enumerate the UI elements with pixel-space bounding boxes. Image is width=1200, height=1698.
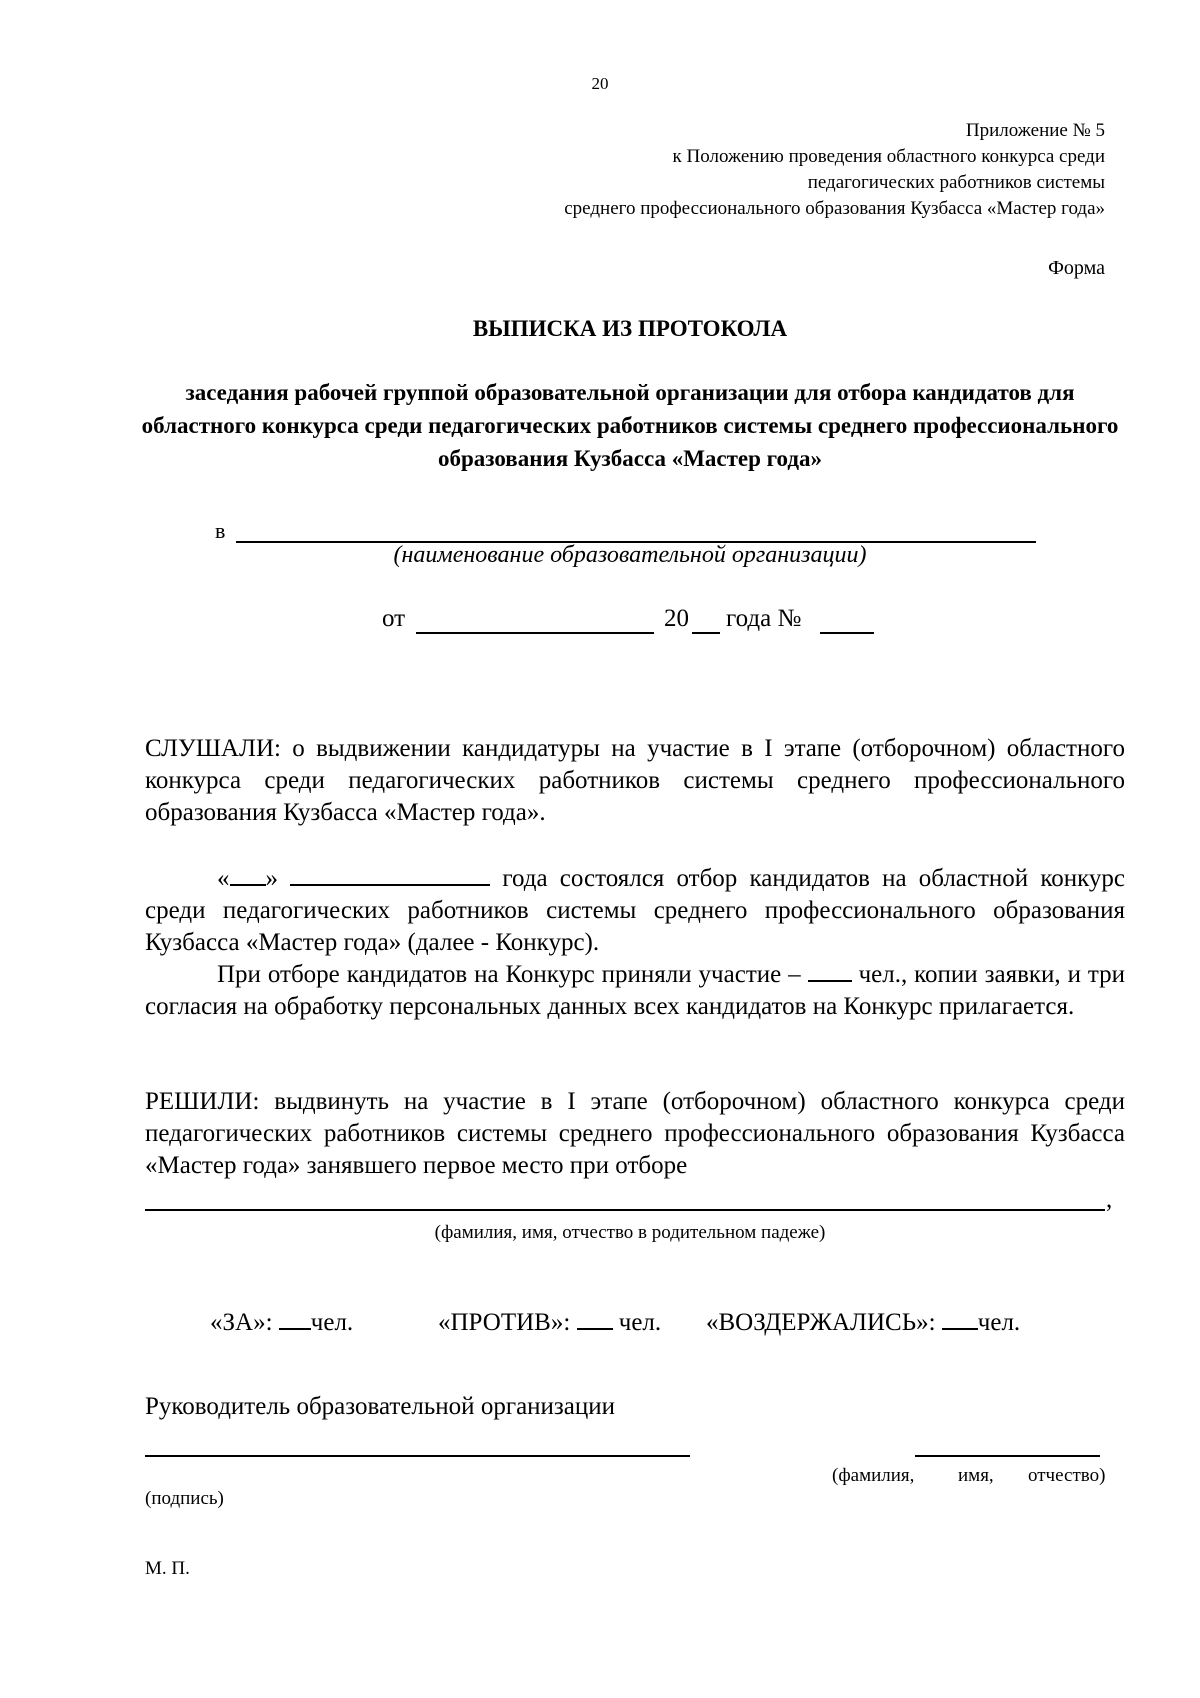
heard-paragraph: СЛУШАЛИ: о выдвижении кандидатуры на участие в I этапе (отборочном) областного конкурса среди педагогических работников системы среднего профессионального образования Кузбасса «Мастер года». bbox=[145, 735, 1125, 826]
annex-number: Приложение № 5 bbox=[965, 120, 1105, 141]
votes-for-field[interactable] bbox=[279, 1306, 311, 1330]
votes-for bbox=[210, 1306, 353, 1337]
number-label: года № bbox=[726, 605, 802, 632]
votes-against-label: «ПРОТИВ»: bbox=[438, 1309, 571, 1336]
votes-against bbox=[438, 1306, 661, 1337]
date-from-label: от bbox=[382, 605, 406, 632]
document-title: ВЫПИСКА ИЗ ПРОТОКОЛА bbox=[472, 316, 788, 341]
selection-paragraph bbox=[145, 862, 1125, 959]
candidate-name-field[interactable] bbox=[145, 1209, 1105, 1211]
date-field[interactable] bbox=[416, 632, 654, 634]
votes-for-unit: чел. bbox=[310, 1309, 354, 1336]
protocol-number-field[interactable] bbox=[820, 632, 874, 634]
org-name-caption: (наименование образовательной организации) bbox=[393, 542, 867, 568]
annex-reference: к Положению проведения областного конкурса среди bbox=[672, 146, 1105, 167]
votes-against-field[interactable] bbox=[577, 1306, 613, 1330]
stamp-place: М. П. bbox=[145, 1558, 190, 1579]
name-comma: , bbox=[1106, 1186, 1113, 1213]
day-field[interactable] bbox=[230, 862, 266, 886]
votes-abstain-label: «ВОЗДЕРЖАЛИСЬ»: bbox=[706, 1309, 936, 1336]
candidate-name-caption: (фамилия, имя, отчество в родительном падеже) bbox=[434, 1222, 826, 1243]
participants-text-before: При отборе кандидатов на Конкурс приняли участие – bbox=[217, 961, 801, 988]
votes-against-unit: чел. bbox=[618, 1309, 662, 1336]
form-label: Форма bbox=[1048, 257, 1105, 279]
votes-for-label: «ЗА»: bbox=[210, 1309, 273, 1336]
fio-caption-surname: (фамилия, bbox=[832, 1465, 915, 1486]
quote-open: « bbox=[217, 865, 230, 892]
org-prefix: в bbox=[215, 518, 226, 543]
votes-abstain-unit: чел. bbox=[977, 1309, 1021, 1336]
page-number: 20 bbox=[591, 74, 609, 93]
year-prefix: 20 bbox=[664, 605, 689, 632]
year-field[interactable] bbox=[692, 632, 720, 634]
participants-paragraph bbox=[145, 958, 1125, 1023]
head-label: Руководитель образовательной организации bbox=[145, 1393, 616, 1420]
fio-caption-patronymic: отчество) bbox=[1028, 1465, 1106, 1486]
annex-reference-line2: педагогических работников системы bbox=[807, 172, 1105, 193]
fio-caption-name: имя, bbox=[958, 1465, 994, 1486]
participants-count-field[interactable] bbox=[808, 958, 852, 982]
votes-abstain bbox=[706, 1306, 1020, 1337]
month-field[interactable] bbox=[290, 862, 490, 886]
selection-text: года состоялся отбор кандидатов на областной конкурс среди педагогических работников системы среднего профессионального образования Кузбасса «Мастер года» (далее - Конкурс). bbox=[145, 865, 1126, 956]
votes-abstain-field[interactable] bbox=[942, 1306, 978, 1330]
signature-field[interactable] bbox=[145, 1455, 690, 1457]
document-subtitle: заседания рабочей группой образовательной организации для отбора кандидатов для областного конкурса среди педагогических работников системы среднего профессионального образования Кузбасса «Мастер года» bbox=[141, 380, 1119, 471]
quote-close: » bbox=[265, 865, 278, 892]
signature-caption: (подпись) bbox=[145, 1488, 224, 1509]
head-fio-field[interactable] bbox=[915, 1455, 1100, 1457]
participants-text-after: чел., копии заявки, и три согласия на обработку персональных данных всех кандидатов на Конкурс прилагается. bbox=[145, 961, 1126, 1020]
decided-paragraph: РЕШИЛИ: выдвинуть на участие в I этапе (отборочном) областного конкурса среди педагогических работников системы среднего профессионального образования Кузбасса «Мастер года» занявшего первое место при отборе bbox=[145, 1088, 1125, 1179]
annex-reference-line3: среднего профессионального образования Кузбасса «Мастер года» bbox=[564, 198, 1105, 219]
